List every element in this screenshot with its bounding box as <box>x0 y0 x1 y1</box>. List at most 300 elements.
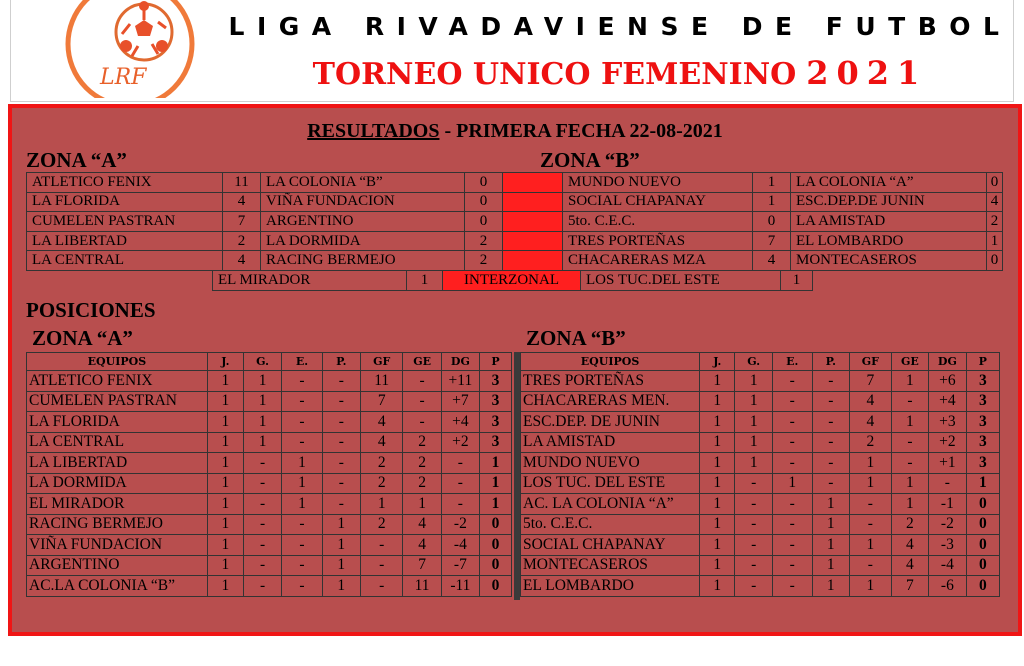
zone-b-home-team: SOCIAL CHAPANAY <box>563 192 753 212</box>
standings-zone-a-stat-cell: - <box>322 473 360 494</box>
standings-zone-b-stat-cell: - <box>772 391 812 412</box>
standings-zone-a-stat-cell: 1 <box>403 494 441 515</box>
standings-zone-a-stat-cell: 11 <box>403 576 441 597</box>
standings-zone-a-stat-cell: 2 <box>360 473 403 494</box>
standings-zone-b-team-name: 5to. C.E.C. <box>521 514 700 535</box>
zone-b-home-score: 4 <box>753 251 791 271</box>
standings-zone-a-stat-cell: 1 <box>282 453 322 474</box>
standings-zone-a-stat-cell: - <box>322 412 360 433</box>
standings-zone-a-stat-cell: - <box>282 432 322 453</box>
standings-zone-b-stat-cell: 0 <box>966 535 999 556</box>
standings-zone-b-stat-cell: - <box>891 453 928 474</box>
standings-zone-b-stat-cell: - <box>772 412 812 433</box>
standings-zone-a-stat-cell: - <box>441 453 479 474</box>
interzonal-home-score: 1 <box>407 271 443 291</box>
standings-zone-b-stat-cell: 1 <box>700 371 735 392</box>
standings-zone-b-table <box>520 352 1000 597</box>
zone-a-away-score: 0 <box>465 212 503 232</box>
zone-b-home-score: 7 <box>753 231 791 251</box>
standings-zone-b-header-cell: E. <box>772 353 812 371</box>
standings-zone-b-stat-cell: 1 <box>700 453 735 474</box>
standings-zone-a-stat-cell: - <box>441 494 479 515</box>
zone-a-away-score: 0 <box>465 173 503 193</box>
standings-zone-b-stat-cell: 3 <box>966 391 999 412</box>
standings-zone-a-stat-cell: 0 <box>480 576 512 597</box>
standings-zone-a-stat-cell: 1 <box>207 371 243 392</box>
standings-zone-b-stat-cell: - <box>891 432 928 453</box>
standings-zone-b-stat-cell: +6 <box>929 371 966 392</box>
standings-zone-b-stat-cell: - <box>772 535 812 556</box>
standings-zone-b-stat-cell: 1 <box>812 494 849 515</box>
standings-zone-b-row <box>521 412 1000 433</box>
standings-zone-a-stat-cell: - <box>322 432 360 453</box>
standings-zone-b-header-cell: J. <box>700 353 735 371</box>
standings-zone-b-stat-cell: 1 <box>700 412 735 433</box>
standings-zone-b-team-name: LA AMISTAD <box>521 432 700 453</box>
standings-zone-a-stat-cell: 1 <box>207 555 243 576</box>
standings-zone-a-stat-cell: +2 <box>441 432 479 453</box>
zone-divider-cell <box>503 192 563 212</box>
standings-zone-a-stat-cell: 1 <box>282 494 322 515</box>
standings-zone-b-stat-cell: 1 <box>735 453 772 474</box>
standings-zone-b-stat-cell: - <box>772 514 812 535</box>
standings-zone-a-stat-cell: 1 <box>207 391 243 412</box>
standings-zone-a-stat-cell: - <box>282 412 322 433</box>
standings-zone-b-team-name: ESC.DEP. DE JUNIN <box>521 412 700 433</box>
standings-zone-b-header-cell: G. <box>735 353 772 371</box>
standings-zone-b-stat-cell: 1 <box>891 371 928 392</box>
standings-zone-a-team-name: VIÑA FUNDACION <box>27 535 208 556</box>
standings-zone-a-stat-cell: - <box>360 535 403 556</box>
standings-zone-a-stat-cell: 2 <box>360 453 403 474</box>
standings-zone-a-stat-cell: - <box>322 371 360 392</box>
zone-b-away-team: LA COLONIA “A” <box>791 173 987 193</box>
standings-zone-b-stat-cell: - <box>850 494 892 515</box>
zone-b-home-team: TRES PORTEÑAS <box>563 231 753 251</box>
standings-zone-a-row <box>27 391 512 412</box>
standings-zone-a-row <box>27 535 512 556</box>
standings-zone-a-stat-cell: 1 <box>207 494 243 515</box>
standings-zone-a-team-name: AC.LA COLONIA “B” <box>27 576 208 597</box>
zone-b-away-team: MONTECASEROS <box>791 251 987 271</box>
zone-a-home-score: 4 <box>223 192 261 212</box>
interzonal-home: EL MIRADOR <box>213 271 407 291</box>
standings-zone-a-stat-cell: 1 <box>322 535 360 556</box>
standings-zone-a-stat-cell: 0 <box>480 535 512 556</box>
standings-zone-a-header-cell: J. <box>207 353 243 371</box>
standings-zone-a-stat-cell: 1 <box>360 494 403 515</box>
standings-zone-b-stat-cell: - <box>850 514 892 535</box>
result-row <box>27 192 1003 212</box>
standings-zone-a-stat-cell: - <box>282 391 322 412</box>
standings-zone-a-stat-cell: 1 <box>243 412 281 433</box>
standings-zone-b-stat-cell: - <box>772 555 812 576</box>
standings-zone-a-row <box>27 432 512 453</box>
standings-zone-b-stat-cell: 0 <box>966 576 999 597</box>
zone-divider-cell <box>503 173 563 193</box>
standings-zone-b-header-cell: GE <box>891 353 928 371</box>
standings-zone-b-stat-cell: 4 <box>891 535 928 556</box>
standings-zone-a-stat-cell: - <box>282 576 322 597</box>
standings-zone-a-stat-cell: +7 <box>441 391 479 412</box>
standings-zone-b-stat-cell: 1 <box>812 535 849 556</box>
standings-zone-a-stat-cell: 1 <box>480 453 512 474</box>
standings-zone-a-stat-cell: -7 <box>441 555 479 576</box>
standings-zone-a-stat-cell: 4 <box>403 535 441 556</box>
standings-zone-b-stat-cell: 1 <box>700 576 735 597</box>
interzonal-row <box>213 271 813 291</box>
standings-zone-a-stat-cell: 4 <box>403 514 441 535</box>
standings-zone-a-stat-cell: - <box>403 371 441 392</box>
standings-zone-a-stat-cell: - <box>322 391 360 412</box>
standings-zone-b-stat-cell: 1 <box>812 555 849 576</box>
standings-zone-b-stat-cell: - <box>772 494 812 515</box>
standings-zone-a-stat-cell: 1 <box>322 514 360 535</box>
standings-zone-a-stat-cell: 1 <box>243 371 281 392</box>
standings-zone-a-team-name: LA CENTRAL <box>27 432 208 453</box>
standings-zone-b-row <box>521 576 1000 597</box>
standings-zone-b-team-name: CHACARERAS MEN. <box>521 391 700 412</box>
zone-b-home-score: 0 <box>753 212 791 232</box>
standings-zone-b-stat-cell: 0 <box>966 494 999 515</box>
league-name: LIGA RIVADAVIENSE DE FUTBOL <box>228 12 1012 41</box>
standings-zone-a-stat-cell: -2 <box>441 514 479 535</box>
zone-b-away-score: 1 <box>987 231 1003 251</box>
standings-zone-a-stat-cell: 7 <box>403 555 441 576</box>
standings-zone-a-stat-cell: - <box>403 412 441 433</box>
standings-zone-a-stat-cell: - <box>243 576 281 597</box>
standings-zone-b-stat-cell: 1 <box>700 432 735 453</box>
interzonal-label: INTERZONAL <box>443 271 581 291</box>
standings-zone-a-label: ZONA “A” <box>32 326 133 350</box>
standings-zone-a-team-name: RACING BERMEJO <box>27 514 208 535</box>
standings-zone-a-stat-cell: -11 <box>441 576 479 597</box>
standings-zone-b-stat-cell: - <box>772 576 812 597</box>
zone-a-home-team: LA FLORIDA <box>27 192 223 212</box>
zone-b-away-score: 0 <box>987 251 1003 271</box>
standings-zone-a-header-cell: E. <box>282 353 322 371</box>
standings-zone-b-stat-cell: 1 <box>850 473 892 494</box>
standings-zone-a-stat-cell: 1 <box>243 391 281 412</box>
standings-zone-a-stat-cell: 7 <box>360 391 403 412</box>
standings-zone-a-row <box>27 514 512 535</box>
zone-b-home-score: 1 <box>753 192 791 212</box>
standings-zone-a-stat-cell: 1 <box>480 473 512 494</box>
standings-zone-b-stat-cell: - <box>735 473 772 494</box>
standings-zone-a-stat-cell: +11 <box>441 371 479 392</box>
zone-divider-cell <box>503 251 563 271</box>
standings-zone-a-stat-cell: 1 <box>207 514 243 535</box>
standings-zone-b-row <box>521 371 1000 392</box>
standings-zone-a-stat-cell: 3 <box>480 432 512 453</box>
standings-zone-b-stat-cell: 1 <box>700 514 735 535</box>
standings-zone-a-stat-cell: 1 <box>282 473 322 494</box>
standings-zone-b-stat-cell: - <box>812 391 849 412</box>
standings-zone-b-team-name: SOCIAL CHAPANAY <box>521 535 700 556</box>
standings-zone-b-header-cell: DG <box>929 353 966 371</box>
standings-zone-b-team-name: LOS TUC. DEL ESTE <box>521 473 700 494</box>
standings-zone-a-stat-cell: - <box>403 391 441 412</box>
zone-a-home-team: CUMELEN PASTRAN <box>27 212 223 232</box>
standings-zone-a-stat-cell: - <box>282 555 322 576</box>
standings-zone-a-stat-cell: 2 <box>360 514 403 535</box>
standings-zone-a-stat-cell: 4 <box>360 412 403 433</box>
standings-zone-a-stat-cell: - <box>243 494 281 515</box>
standings-zone-b-stat-cell: - <box>850 555 892 576</box>
standings-zone-a-stat-cell: 0 <box>480 514 512 535</box>
results-table <box>26 172 1003 271</box>
standings-zone-b-stat-cell: 1 <box>735 371 772 392</box>
standings-zone-a-stat-cell: - <box>243 555 281 576</box>
standings-zone-b-stat-cell: 4 <box>850 412 892 433</box>
standings-zone-b-team-name: TRES PORTEÑAS <box>521 371 700 392</box>
standings-zone-a-stat-cell: - <box>441 473 479 494</box>
standings-zone-b-row <box>521 432 1000 453</box>
zone-b-home-team: 5to. C.E.C. <box>563 212 753 232</box>
standings-zone-b-stat-cell: 2 <box>850 432 892 453</box>
standings-zone-b-header-cell: GF <box>850 353 892 371</box>
zone-b-away-team: EL LOMBARDO <box>791 231 987 251</box>
standings-zone-b-stat-cell: 1 <box>812 514 849 535</box>
standings-zone-b-stat-cell: 1 <box>700 494 735 515</box>
standings-zone-b-stat-cell: +1 <box>929 453 966 474</box>
zone-a-away-team: LA COLONIA “B” <box>261 173 465 193</box>
zone-b-home-team: CHACARERAS MZA <box>563 251 753 271</box>
standings-zone-a-stat-cell: 3 <box>480 391 512 412</box>
standings-zone-b-row <box>521 391 1000 412</box>
standings-zone-b-stat-cell: -2 <box>929 514 966 535</box>
standings-zone-b-team-name: MONTECASEROS <box>521 555 700 576</box>
league-logo-icon <box>62 0 198 98</box>
interzonal-away: LOS TUC.DEL ESTE <box>581 271 781 291</box>
result-row <box>27 212 1003 232</box>
standings-zone-a-stat-cell: 4 <box>360 432 403 453</box>
standings-zone-b-stat-cell: - <box>735 514 772 535</box>
standings-zone-b-stat-cell: +3 <box>929 412 966 433</box>
standings-zone-a-header-cell: GF <box>360 353 403 371</box>
standings-zone-a-stat-cell: 11 <box>360 371 403 392</box>
standings-title: POSICIONES <box>26 298 156 322</box>
standings-zone-b-stat-cell: - <box>812 453 849 474</box>
standings-zone-b-stat-cell: - <box>812 371 849 392</box>
standings-zone-b-stat-cell: - <box>812 412 849 433</box>
standings-zone-a-stat-cell: 1 <box>207 453 243 474</box>
standings-zone-a-row <box>27 412 512 433</box>
standings-zone-b-stat-cell: 1 <box>966 473 999 494</box>
standings-zone-a-stat-cell: - <box>322 494 360 515</box>
standings-zone-a-stat-cell: 1 <box>207 432 243 453</box>
standings-zone-a-stat-cell: - <box>360 576 403 597</box>
standings-zone-a-stat-cell: - <box>243 514 281 535</box>
standings-zone-a-team-name: EL MIRADOR <box>27 494 208 515</box>
standings-zone-b-stat-cell: -4 <box>929 555 966 576</box>
zone-b-away-score: 4 <box>987 192 1003 212</box>
standings-zone-b-header-cell: P. <box>812 353 849 371</box>
standings-zone-b-label: ZONA “B” <box>526 326 626 350</box>
standings-zone-a-stat-cell: - <box>282 535 322 556</box>
standings-zone-b-stat-cell: 1 <box>735 432 772 453</box>
standings-zone-a-row <box>27 555 512 576</box>
zone-a-away-score: 0 <box>465 192 503 212</box>
tournament-year: 2021 <box>806 54 928 92</box>
zone-a-home-team: LA CENTRAL <box>27 251 223 271</box>
standings-zone-a-stat-cell: 2 <box>403 473 441 494</box>
results-title-date: - PRIMERA FECHA 22-08-2021 <box>439 120 723 142</box>
standings-zone-a-stat-cell: 1 <box>207 576 243 597</box>
standings-zone-b-stat-cell: - <box>812 473 849 494</box>
standings-zone-b-stat-cell: 1 <box>812 576 849 597</box>
standings-zone-a-stat-cell: 0 <box>480 555 512 576</box>
standings-zone-b-stat-cell: - <box>735 555 772 576</box>
results-title-main: RESULTADOS <box>307 120 440 142</box>
result-row <box>27 231 1003 251</box>
tournament-title <box>220 54 1020 92</box>
standings-zone-b-stat-cell: 3 <box>966 432 999 453</box>
standings-zone-b-stat-cell: - <box>772 371 812 392</box>
standings-zone-a-stat-cell: 2 <box>403 453 441 474</box>
standings-zone-a-row <box>27 453 512 474</box>
standings-zone-a-team-name: ARGENTINO <box>27 555 208 576</box>
standings-zone-a-row <box>27 494 512 515</box>
standings-zone-b-stat-cell: 1 <box>850 535 892 556</box>
standings-zone-a-header-cell: GE <box>403 353 441 371</box>
zone-a-away-team: RACING BERMEJO <box>261 251 465 271</box>
standings-zone-a-header-cell: EQUIPOS <box>27 353 208 371</box>
zone-a-home-team: LA LIBERTAD <box>27 231 223 251</box>
zone-a-away-team: VIÑA FUNDACION <box>261 192 465 212</box>
standings-zone-b-stat-cell: 7 <box>891 576 928 597</box>
results-title <box>12 120 1018 143</box>
standings-zone-b-stat-cell: 4 <box>891 555 928 576</box>
standings-zone-b-stat-cell: 1 <box>891 473 928 494</box>
interzonal-away-score: 1 <box>781 271 813 291</box>
standings-zone-b-stat-cell: 1 <box>735 412 772 433</box>
standings-zone-a-stat-cell: 2 <box>403 432 441 453</box>
zone-b-away-team: LA AMISTAD <box>791 212 987 232</box>
standings-zone-b-stat-cell: 1 <box>735 391 772 412</box>
standings-zone-b-row <box>521 473 1000 494</box>
zone-divider-cell <box>503 212 563 232</box>
standings-zone-b-stat-cell: 1 <box>850 453 892 474</box>
standings-zone-a-table <box>26 352 512 597</box>
result-row <box>27 251 1003 271</box>
standings-zone-b-stat-cell: +4 <box>929 391 966 412</box>
standings-zone-a-stat-cell: 1 <box>322 576 360 597</box>
zone-a-home-score: 4 <box>223 251 261 271</box>
standings-zone-b-stat-cell: 1 <box>772 473 812 494</box>
standings-zone-a-header-cell: G. <box>243 353 281 371</box>
standings-zone-b-stat-cell: - <box>929 473 966 494</box>
logo-text: LRF <box>100 65 147 90</box>
standings-zone-b-stat-cell: 0 <box>966 555 999 576</box>
zone-a-away-team: ARGENTINO <box>261 212 465 232</box>
standings-zone-a-stat-cell: - <box>282 371 322 392</box>
standings-zone-a-team-name: LA DORMIDA <box>27 473 208 494</box>
standings-zone-b-row <box>521 494 1000 515</box>
standings-zone-a-stat-cell: - <box>243 453 281 474</box>
standings-zone-a-stat-cell: 1 <box>480 494 512 515</box>
standings-zone-a-stat-cell: 3 <box>480 371 512 392</box>
zone-a-away-team: LA DORMIDA <box>261 231 465 251</box>
results-zone-b-label: ZONA “B” <box>540 148 640 172</box>
standings-zone-b-stat-cell: 3 <box>966 453 999 474</box>
standings-zone-a-stat-cell: 1 <box>207 473 243 494</box>
zone-divider-cell <box>503 231 563 251</box>
results-panel <box>8 104 1022 636</box>
standings-zone-a-team-name: LA FLORIDA <box>27 412 208 433</box>
standings-zone-b-row <box>521 555 1000 576</box>
standings-zone-a-stat-cell: 1 <box>207 535 243 556</box>
standings-zone-a-stat-cell: - <box>282 514 322 535</box>
zone-a-home-score: 7 <box>223 212 261 232</box>
standings-zone-a-header-cell: P. <box>322 353 360 371</box>
zone-b-away-score: 2 <box>987 212 1003 232</box>
standings-zone-a-row <box>27 473 512 494</box>
standings-zone-b-stat-cell: - <box>891 391 928 412</box>
standings-zone-a-team-name: CUMELEN PASTRAN <box>27 391 208 412</box>
standings-zone-b-row <box>521 453 1000 474</box>
zone-b-home-score: 1 <box>753 173 791 193</box>
zone-b-away-team: ESC.DEP.DE JUNIN <box>791 192 987 212</box>
standings-zone-b-stat-cell: - <box>812 432 849 453</box>
standings-zone-b-stat-cell: - <box>735 535 772 556</box>
standings-zone-b-stat-cell: - <box>772 432 812 453</box>
standings-zone-b-header-cell: EQUIPOS <box>521 353 700 371</box>
standings-zone-b-row <box>521 514 1000 535</box>
zone-a-away-score: 2 <box>465 231 503 251</box>
standings-zone-b-stat-cell: 2 <box>891 514 928 535</box>
standings-zone-a-stat-cell: 1 <box>322 555 360 576</box>
standings-zone-b-team-name: EL LOMBARDO <box>521 576 700 597</box>
standings-zone-b-stat-cell: - <box>735 576 772 597</box>
standings-zone-a-row <box>27 576 512 597</box>
zone-b-away-score: 0 <box>987 173 1003 193</box>
standings-zone-b-stat-cell: 1 <box>700 555 735 576</box>
standings-zone-a-stat-cell: 1 <box>207 412 243 433</box>
result-row <box>27 173 1003 193</box>
standings-zone-b-stat-cell: 1 <box>700 391 735 412</box>
standings-zone-a-stat-cell: - <box>322 453 360 474</box>
standings-zone-a-stat-cell: +4 <box>441 412 479 433</box>
standings-zone-b-stat-cell: -3 <box>929 535 966 556</box>
standings-zone-a-header-cell: DG <box>441 353 479 371</box>
standings-zone-a-header-cell: P <box>480 353 512 371</box>
standings-zone-a-stat-cell: 1 <box>243 432 281 453</box>
zone-a-away-score: 2 <box>465 251 503 271</box>
standings-zone-b-stat-cell: 1 <box>891 494 928 515</box>
standings-zone-a-team-name: LA LIBERTAD <box>27 453 208 474</box>
standings-zone-b-row <box>521 535 1000 556</box>
header <box>10 0 1014 102</box>
standings-zone-b-stat-cell: 3 <box>966 412 999 433</box>
standings-zone-a-stat-cell: - <box>243 473 281 494</box>
standings-zone-a-stat-cell: - <box>243 535 281 556</box>
standings-zone-a-team-name: ATLETICO FENIX <box>27 371 208 392</box>
interzonal-table <box>212 270 813 291</box>
zone-b-home-team: MUNDO NUEVO <box>563 173 753 193</box>
standings-zone-a-row <box>27 371 512 392</box>
results-zone-a-label: ZONA “A” <box>26 148 127 172</box>
standings-zone-b-stat-cell: -1 <box>929 494 966 515</box>
standings-zone-b-stat-cell: +2 <box>929 432 966 453</box>
standings-zone-b-stat-cell: 0 <box>966 514 999 535</box>
standings-zone-b-stat-cell: 1 <box>700 473 735 494</box>
standings-zone-b-stat-cell: 1 <box>850 576 892 597</box>
standings-zone-b-stat-cell: 7 <box>850 371 892 392</box>
zone-a-home-team: ATLETICO FENIX <box>27 173 223 193</box>
standings-zone-a-stat-cell: 3 <box>480 412 512 433</box>
standings-zone-b-stat-cell: 3 <box>966 371 999 392</box>
